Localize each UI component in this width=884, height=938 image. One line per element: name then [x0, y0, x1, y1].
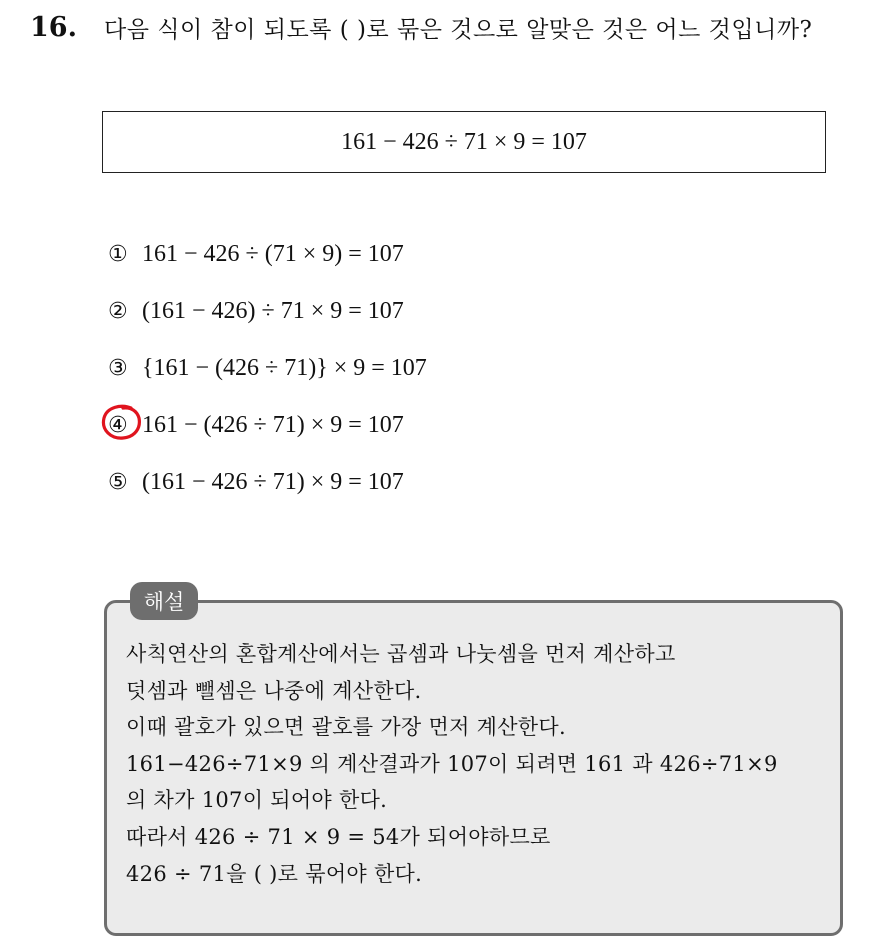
- option-1-text: 161 − 426 ÷ (71 × 9) = 107: [142, 240, 404, 267]
- solution-line: 따라서 426 ÷ 71 × 9 = 54가 되어야하므로: [126, 824, 551, 849]
- solution-text: [126, 636, 838, 892]
- option-2-text: (161 − 426) ÷ 71 × 9 = 107: [142, 297, 404, 324]
- solution-line: 161−426÷71×9 의 계산결과가 107이 되려면 161 과 426÷71×9: [126, 751, 778, 776]
- option-4[interactable]: [108, 408, 404, 442]
- option-5-marker: ⑤: [108, 469, 128, 495]
- answer-circle-icon: [101, 404, 143, 442]
- option-3[interactable]: [108, 351, 427, 385]
- option-4-text: 161 − (426 ÷ 71) × 9 = 107: [142, 411, 404, 438]
- option-1-marker: ①: [108, 241, 128, 267]
- option-1[interactable]: [108, 237, 404, 271]
- question-text: 다음 식이 참이 되도록 ( )로 묶은 것으로 알맞은 것은 어느 것입니까?: [104, 17, 813, 43]
- solution-title: 해설: [130, 582, 198, 620]
- option-3-marker: ③: [108, 355, 128, 381]
- option-2[interactable]: [108, 294, 404, 328]
- option-3-text: {161 − (426 ÷ 71)} × 9 = 107: [142, 354, 427, 381]
- solution-line: 의 차가 107이 되어야 한다.: [126, 788, 388, 813]
- equation-text: 161 − 426 ÷ 71 × 9 = 107: [341, 128, 587, 155]
- question-number: 16.: [30, 12, 77, 43]
- solution-line: 426 ÷ 71을 ( )로 묶어야 한다.: [126, 861, 423, 886]
- option-4-marker: ④: [108, 412, 128, 438]
- option-5-text: (161 − 426 ÷ 71) × 9 = 107: [142, 468, 404, 495]
- solution-line: 사칙연산의 혼합계산에서는 곱셈과 나눗셈을 먼저 계산하고: [126, 642, 676, 666]
- option-2-marker: ②: [108, 298, 128, 324]
- equation-box: [102, 111, 826, 173]
- solution-line: 이때 괄호가 있으면 괄호를 가장 먼저 계산한다.: [126, 715, 566, 740]
- solution-line: 덧셈과 뺄셈은 나중에 계산한다.: [126, 678, 422, 703]
- option-5[interactable]: [108, 465, 404, 499]
